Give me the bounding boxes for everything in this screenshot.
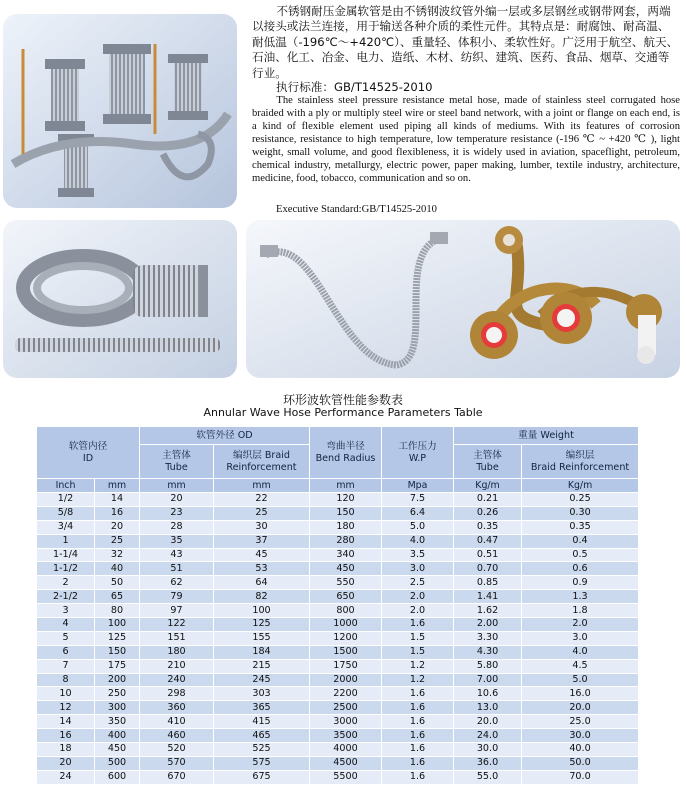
cell-od-braid: 125 [214,618,310,632]
cell-weight-braid: 1.8 [522,604,639,618]
cell-weight-braid: 0.6 [522,562,639,576]
cell-od-tube: 23 [140,506,214,520]
unit-od-braid-mm: mm [214,479,310,493]
cell-id-mm: 250 [95,687,140,701]
unit-id-mm: mm [95,479,140,493]
cell-working-pressure: 1.5 [382,631,454,645]
cell-id-mm: 300 [95,701,140,715]
unit-mpa: Mpa [382,479,454,493]
cell-id-mm: 40 [95,562,140,576]
cell-weight-tube: 5.80 [454,659,522,673]
cell-bend-radius: 800 [310,604,382,618]
header-weight-braid-en: Braid Reinforcement [530,461,630,473]
header-weight-braid [522,445,639,479]
cell-working-pressure: 1.5 [382,645,454,659]
cell-od-tube: 210 [140,659,214,673]
cell-id-mm: 16 [95,506,140,520]
cell-weight-braid: 0.4 [522,534,639,548]
cell-od-braid: 82 [214,590,310,604]
cell-weight-braid: 70.0 [522,770,639,784]
cell-id-mm: 20 [95,520,140,534]
cell-working-pressure: 4.0 [382,534,454,548]
cell-id-inch: 5 [37,631,95,645]
cell-od-tube: 570 [140,756,214,770]
cell-working-pressure: 1.6 [382,715,454,729]
cell-bend-radius: 2200 [310,687,382,701]
cell-weight-tube: 7.00 [454,673,522,687]
cell-working-pressure: 7.5 [382,493,454,507]
cell-od-tube: 79 [140,590,214,604]
cell-working-pressure: 5.0 [382,520,454,534]
table-row [37,618,639,632]
cell-weight-braid: 20.0 [522,701,639,715]
header-id-en: ID [82,452,94,464]
unit-weight-tube-kgm: Kg/m [454,479,522,493]
cell-bend-radius: 2500 [310,701,382,715]
cell-od-tube: 28 [140,520,214,534]
cell-od-braid: 675 [214,770,310,784]
cell-id-inch: 20 [37,756,95,770]
header-bend-en: Bend Radius [315,452,376,464]
cell-id-mm: 65 [95,590,140,604]
cell-weight-tube: 4.30 [454,645,522,659]
cell-weight-tube: 2.00 [454,618,522,632]
cell-od-tube: 180 [140,645,214,659]
cell-weight-braid: 0.5 [522,548,639,562]
cell-working-pressure: 1.6 [382,618,454,632]
cell-id-mm: 100 [95,618,140,632]
cell-weight-braid: 30.0 [522,729,639,743]
cell-weight-tube: 36.0 [454,756,522,770]
standard-chinese: 执行标准：GB/T14525-2010 [276,80,433,94]
cell-bend-radius: 1000 [310,618,382,632]
cell-id-inch: 18 [37,743,95,757]
cell-working-pressure: 1.6 [382,756,454,770]
table-row [37,562,639,576]
cell-od-braid: 22 [214,493,310,507]
cell-working-pressure: 3.0 [382,562,454,576]
cell-id-inch: 1 [37,534,95,548]
cell-bend-radius: 150 [310,506,382,520]
cell-id-inch: 2 [37,576,95,590]
cell-working-pressure: 1.6 [382,743,454,757]
cell-weight-braid: 0.25 [522,493,639,507]
cell-id-mm: 80 [95,604,140,618]
cell-weight-tube: 1.41 [454,590,522,604]
cell-bend-radius: 1200 [310,631,382,645]
cell-od-tube: 360 [140,701,214,715]
cell-id-inch: 3/4 [37,520,95,534]
cell-working-pressure: 2.0 [382,590,454,604]
cell-working-pressure: 6.4 [382,506,454,520]
cell-id-mm: 32 [95,548,140,562]
cell-weight-tube: 24.0 [454,729,522,743]
cell-working-pressure: 1.6 [382,729,454,743]
cell-working-pressure: 1.6 [382,770,454,784]
cell-od-braid: 215 [214,659,310,673]
cell-id-inch: 8 [37,673,95,687]
table-row [37,493,639,507]
unit-weight-braid-kgm: Kg/m [522,479,639,493]
cell-bend-radius: 650 [310,590,382,604]
coiled-hose-photo [3,220,237,378]
cell-bend-radius: 2000 [310,673,382,687]
cell-weight-tube: 0.51 [454,548,522,562]
cell-weight-tube: 20.0 [454,715,522,729]
cell-weight-tube: 10.6 [454,687,522,701]
cell-od-braid: 30 [214,520,310,534]
cell-id-mm: 400 [95,729,140,743]
cell-weight-braid: 2.0 [522,618,639,632]
cell-id-mm: 450 [95,743,140,757]
header-bend-radius [310,427,382,479]
cell-id-inch: 1/2 [37,493,95,507]
cell-od-braid: 155 [214,631,310,645]
cell-weight-tube: 13.0 [454,701,522,715]
table-row [37,687,639,701]
cell-weight-tube: 0.26 [454,506,522,520]
cell-od-braid: 37 [214,534,310,548]
cell-od-tube: 670 [140,770,214,784]
cell-bend-radius: 5500 [310,770,382,784]
cell-weight-tube: 55.0 [454,770,522,784]
cell-weight-braid: 4.0 [522,645,639,659]
cell-weight-braid: 1.3 [522,590,639,604]
cell-od-braid: 575 [214,756,310,770]
cell-od-braid: 64 [214,576,310,590]
cell-od-tube: 460 [140,729,214,743]
standard-english: Executive Standard:GB/T14525-2010 [276,204,437,215]
cell-id-mm: 14 [95,493,140,507]
table-row [37,534,639,548]
cell-bend-radius: 280 [310,534,382,548]
cell-weight-tube: 0.85 [454,576,522,590]
cell-id-mm: 175 [95,659,140,673]
cell-od-braid: 415 [214,715,310,729]
header-weight-braid-zh: 编织层 [565,449,595,461]
header-od-tube-zh: 主管体 [162,449,191,461]
cell-od-tube: 43 [140,548,214,562]
cell-od-braid: 184 [214,645,310,659]
cell-od-tube: 97 [140,604,214,618]
cell-weight-braid: 5.0 [522,673,639,687]
cell-bend-radius: 450 [310,562,382,576]
cell-od-braid: 303 [214,687,310,701]
cell-working-pressure: 2.5 [382,576,454,590]
cell-id-inch: 4 [37,618,95,632]
cell-weight-tube: 3.30 [454,631,522,645]
header-wp-en: W.P [408,452,427,464]
table-title-chinese: 环形波软管性能参数表 [282,393,403,407]
cell-id-mm: 125 [95,631,140,645]
cell-bend-radius: 120 [310,493,382,507]
cell-id-inch: 7 [37,659,95,673]
cell-id-inch: 14 [37,715,95,729]
cell-bend-radius: 340 [310,548,382,562]
cell-id-mm: 500 [95,756,140,770]
cell-id-inch: 10 [37,687,95,701]
cell-od-tube: 240 [140,673,214,687]
header-wp-zh: 工作压力 [398,440,437,452]
cell-od-braid: 245 [214,673,310,687]
table-row [37,645,639,659]
cell-bend-radius: 4500 [310,756,382,770]
cell-id-mm: 25 [95,534,140,548]
cell-weight-braid: 25.0 [522,715,639,729]
cell-od-tube: 62 [140,576,214,590]
cell-bend-radius: 3500 [310,729,382,743]
cell-id-inch: 1-1/4 [37,548,95,562]
cell-id-inch: 24 [37,770,95,784]
cell-id-inch: 2-1/2 [37,590,95,604]
table-row [37,673,639,687]
cell-weight-braid: 0.30 [522,506,639,520]
header-id [37,427,140,479]
cell-working-pressure: 1.6 [382,687,454,701]
cell-od-tube: 35 [140,534,214,548]
cell-weight-tube: 0.21 [454,493,522,507]
cell-bend-radius: 4000 [310,743,382,757]
table-row [37,743,639,757]
cell-weight-tube: 30.0 [454,743,522,757]
cell-weight-tube: 0.47 [454,534,522,548]
header-weight-tube-en: Tube [476,461,499,473]
table-row [37,701,639,715]
cell-od-braid: 45 [214,548,310,562]
header-id-zh: 软管内径 [68,440,108,452]
table-row [37,520,639,534]
cell-id-inch: 12 [37,701,95,715]
table-body [37,493,639,785]
braided-and-bent-hose-photo [246,220,680,378]
header-working-pressure [382,427,454,479]
parameters-table [36,426,639,785]
cell-od-tube: 520 [140,743,214,757]
cell-id-inch: 6 [37,645,95,659]
header-od-braid [214,445,310,479]
table-row [37,770,639,784]
cell-od-tube: 410 [140,715,214,729]
cell-bend-radius: 180 [310,520,382,534]
cell-od-tube: 151 [140,631,214,645]
header-weight-tube [454,445,522,479]
header-od: 软管外径 OD [140,427,310,445]
cell-weight-braid: 0.9 [522,576,639,590]
cell-weight-braid: 40.0 [522,743,639,757]
unit-od-tube-mm: mm [140,479,214,493]
table-row [37,756,639,770]
cell-id-inch: 5/8 [37,506,95,520]
cell-od-braid: 465 [214,729,310,743]
cell-weight-braid: 16.0 [522,687,639,701]
unit-inch: Inch [37,479,95,493]
header-weight: 重量 Weight [454,427,639,445]
cell-id-inch: 3 [37,604,95,618]
unit-bend-mm: mm [310,479,382,493]
cell-bend-radius: 1500 [310,645,382,659]
cell-od-tube: 298 [140,687,214,701]
cell-working-pressure: 1.2 [382,659,454,673]
cell-working-pressure: 1.2 [382,673,454,687]
cell-weight-tube: 0.70 [454,562,522,576]
cell-id-mm: 150 [95,645,140,659]
cell-bend-radius: 550 [310,576,382,590]
cell-bend-radius: 3000 [310,715,382,729]
cell-bend-radius: 1750 [310,659,382,673]
cell-working-pressure: 2.0 [382,604,454,618]
header-bend-zh: 弯曲半径 [326,440,365,452]
header-od-braid-zh: 编织层 Braid [233,449,290,461]
cell-weight-braid: 0.35 [522,520,639,534]
cell-id-mm: 350 [95,715,140,729]
cell-od-braid: 365 [214,701,310,715]
cell-working-pressure: 1.6 [382,701,454,715]
table-row [37,715,639,729]
table-row [37,576,639,590]
table-row [37,548,639,562]
table-row [37,631,639,645]
cell-id-mm: 50 [95,576,140,590]
cell-od-braid: 100 [214,604,310,618]
table-row [37,590,639,604]
cell-weight-tube: 1.62 [454,604,522,618]
cell-id-inch: 1-1/2 [37,562,95,576]
cell-id-inch: 16 [37,729,95,743]
cell-od-braid: 25 [214,506,310,520]
table-title-english: Annular Wave Hose Performance Parameters Table [203,406,483,419]
flanged-hose-assemblies-photo [3,14,237,208]
table-row [37,729,639,743]
cell-id-mm: 200 [95,673,140,687]
cell-od-tube: 122 [140,618,214,632]
cell-id-mm: 600 [95,770,140,784]
cell-od-tube: 51 [140,562,214,576]
intro-english: The stainless steel pressure resistance metal hose, made of stainless steel corrugated hose braided with a ply or multiply steel wire or steel band network, with a joint or flange on each end, is a kind of flexible element used piping all kinds of mediums. With its features of corrosion resistance, resistance to high temperature, low temperature resistance (-196 ℃ ~ +420 ℃ ), light weight, small volume, and good flexibleness, it is widely used in aviation, spaceflight, petroleum, chemical industry, metallurgy, electric power, paper making, lumber, textile industry, architecture, medicine, food, tobacco, communication and so on. [252,95,680,184]
header-od-tube-en: Tube [165,461,188,473]
table-row [37,604,639,618]
cell-od-braid: 525 [214,743,310,757]
cell-weight-braid: 3.0 [522,631,639,645]
table-row [37,506,639,520]
cell-od-braid: 53 [214,562,310,576]
intro-chinese: 不锈钢耐压金属软管是由不锈钢波纹管外编一层或多层钢丝或钢带网套，两端以接头或法兰连接，用于输送各种介质的柔性元件。其特点是：耐腐蚀、耐高温、耐低温（-196℃～+420℃）、重量轻、体积小、柔软性好。广泛用于航空、航天、石油、化工、冶金、电力、造纸、木材、纺织、建筑、医药、食品、烟草、交通等行业。 [252,4,679,80]
cell-working-pressure: 3.5 [382,548,454,562]
cell-od-tube: 20 [140,493,214,507]
cell-weight-braid: 50.0 [522,756,639,770]
header-od-tube [140,445,214,479]
header-od-braid-en: Reinforcement [226,461,297,473]
cell-weight-braid: 4.5 [522,659,639,673]
header-weight-tube-zh: 主管体 [473,449,502,461]
cell-weight-tube: 0.35 [454,520,522,534]
table-row [37,659,639,673]
